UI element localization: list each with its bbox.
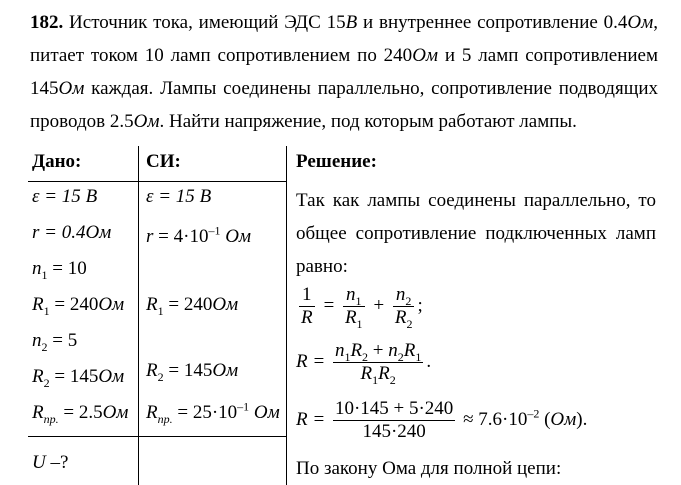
solution-header: Решение: xyxy=(296,151,377,172)
equation-1: $\frac{1}{R}$ = $\frac{n_1}{R_1}$ + $\frac{n_2}{R_2}$ ; xyxy=(301,284,423,331)
given-n2: $n_2 = 5$ xyxy=(32,330,78,354)
problem-line-1: 182. Источник тока, имеющий ЭДС 15В и внутреннее сопротивление 0.4Ом, xyxy=(30,12,658,33)
si-header: СИ: xyxy=(146,151,181,172)
si-R2: $R_2 = 145Ом$ xyxy=(146,360,239,384)
problem-number: 182. xyxy=(30,12,64,33)
given-R2: $R_2 = 145Ом$ xyxy=(32,366,125,390)
problem-line-2: питает током 10 ламп сопротивлением по 240Ом и 5 ламп сопротивлением xyxy=(30,45,658,66)
given-header: Дано: xyxy=(32,151,82,172)
equation-3: R = $\frac{10\cdot 145 + 5\cdot 240}{145\cdot 240}$ ≈ $7.6\cdot 10^{-2}$ (Ом). xyxy=(296,398,588,442)
given-n1: $n_1 = 10$ xyxy=(32,258,87,282)
given-Rpr: $R_{пр.} = 2.5Ом$ xyxy=(32,402,129,426)
given-r: r = 0.4Ом xyxy=(32,222,112,243)
equation-2: R = $\frac{n_1R_2 + n_2R_1}{R_1R_2}$ . xyxy=(296,340,432,387)
solution-text-1: Так как лампы соединены параллельно, то общее сопротивление подключенных ламп равно: xyxy=(296,190,656,277)
si-solution-divider xyxy=(286,146,287,485)
problem-line-4: проводов 2.5Ом. Найти напряжение, под которым работают лампы. xyxy=(30,111,577,132)
given-si-divider xyxy=(138,146,139,485)
given-R1: $R_1 = 240Ом$ xyxy=(32,294,125,318)
given-unknown: U –? xyxy=(32,452,69,473)
given-emf: ε = 15 В xyxy=(32,186,98,207)
problem-line-3: 145Ом каждая. Лампы соединены параллельно, сопротивление подводящих xyxy=(30,78,658,99)
problem-statement xyxy=(30,6,658,138)
si-R1: $R_1 = 240Ом$ xyxy=(146,294,239,318)
given-bottom-line xyxy=(28,436,286,437)
header-underline xyxy=(28,181,286,182)
solution-text-2: По закону Ома для полной цепи: xyxy=(296,458,562,479)
si-emf: ε = 15 В xyxy=(146,186,212,207)
si-Rpr: $R_{пр.} = 25\cdot 10^{-1}$ Ом xyxy=(146,399,280,426)
si-r: $r = 4\cdot 10^{-1}$ Ом xyxy=(146,223,252,247)
